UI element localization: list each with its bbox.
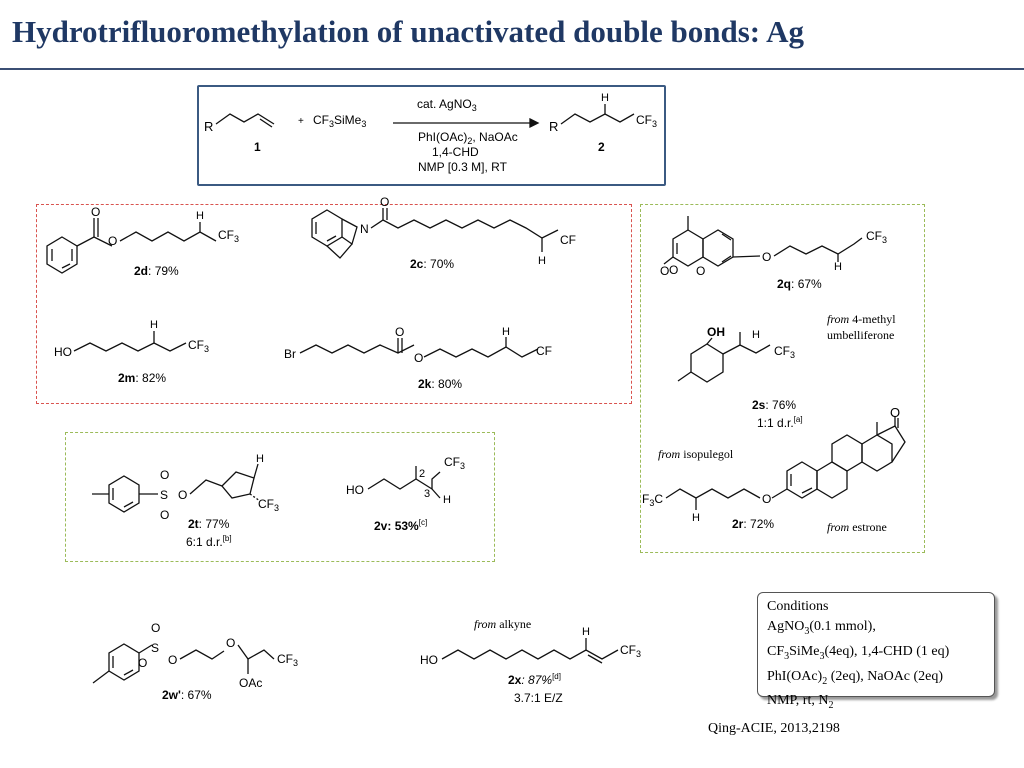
source-umbelliferone-line2: umbelliferone	[827, 328, 895, 342]
2t-o-top: O	[160, 468, 170, 482]
2d-o-label: O	[91, 205, 101, 219]
2k-caption: 2k: 80%	[418, 377, 463, 391]
2r-ketone-o: O	[890, 405, 901, 420]
source-alkyne-name: alkyne	[499, 617, 532, 631]
2w-o-ether: O	[226, 636, 236, 650]
product-cf3-label: $CF_3$	[636, 113, 658, 129]
scheme-solvent-label: NMP [0.3 M], RT	[418, 160, 507, 174]
2s-dr: 1:1 d.r.[a]	[757, 415, 803, 430]
scheme-catalyst-label: cat. AgNO$_3$	[417, 97, 477, 113]
2t-o-ester: O	[178, 488, 188, 502]
2q-h-label: H	[834, 261, 842, 273]
2s-cf3-label: $CF_3$	[774, 344, 796, 360]
2v-c3-label: 3	[424, 488, 431, 500]
2k-cf-label: CF	[536, 344, 552, 358]
2r-ether-o: O	[762, 492, 772, 506]
product-number: 2	[598, 140, 605, 154]
2k-h-label: H	[502, 326, 510, 338]
structure-2c	[312, 195, 576, 271]
2t-o-bottom: O	[160, 508, 170, 522]
structure-2v	[346, 455, 465, 533]
2t-cf3-label: $CF_3$	[258, 497, 280, 513]
2q-ring-o2-label: O	[696, 264, 706, 278]
2v-ho-label: HO	[346, 483, 364, 497]
2w-s-label: S	[151, 641, 160, 655]
structure-2d	[47, 205, 239, 278]
conditions-heading: Conditions	[767, 599, 829, 614]
structure-2w	[93, 621, 298, 702]
source-estrone	[827, 519, 887, 535]
conditions-line-3: $PhI(OAc)_2$ (2eq), NaOAc (2eq)	[767, 668, 944, 687]
2s-caption: 2s: 76%	[752, 398, 797, 412]
2w-cf3-label: $CF_3$	[277, 652, 299, 668]
structure-2x	[420, 626, 641, 705]
2x-caption: 2x: 87%[d]	[508, 672, 561, 687]
from-word: from	[827, 312, 850, 326]
scheme-substrate	[204, 114, 274, 154]
slide-title: Hydrotrifluoromethylation of unactivated double bonds: Ag	[12, 14, 805, 49]
2x-cf3-label: $CF_3$	[620, 643, 642, 659]
2r-caption: 2r: 72%	[732, 517, 775, 531]
2w-oac-label: OAc	[239, 676, 263, 690]
2r-h-label: H	[692, 512, 700, 524]
2q-cf3-label: $CF_3$	[866, 229, 888, 245]
2t-s-label: S	[160, 488, 169, 502]
2d-cf3-label: $CF_3$	[218, 228, 240, 244]
2d-h-label: H	[196, 210, 204, 222]
2x-ez-ratio: 3.7:1 E/Z	[514, 691, 563, 705]
2q-ring-o-label: O	[669, 263, 679, 277]
2d-caption: 2d: 79%	[134, 264, 179, 278]
2m-caption: 2m: 82%	[118, 371, 167, 385]
conditions-line-4: NMP, rt, $N_2$	[767, 693, 834, 712]
2w-o-top: O	[151, 621, 161, 635]
2c-cf-label: CF	[560, 233, 576, 247]
structure-2q	[660, 216, 887, 291]
substrate-number: 1	[254, 140, 261, 154]
2w-caption: 2w': 67%	[162, 688, 212, 702]
scheme-product	[549, 92, 657, 154]
2v-cf3-label: $CF_3$	[444, 455, 466, 471]
2v-caption: 2v: 53%[c]	[374, 518, 428, 533]
2k-o-ester: O	[414, 351, 424, 365]
scheme-hdonor-label: 1,4-CHD	[432, 145, 479, 159]
plus-sign: +	[298, 116, 304, 127]
2v-c2-label: 2	[419, 468, 426, 480]
structure-2m	[54, 319, 209, 385]
2x-ho-label: HO	[420, 653, 438, 667]
2c-caption: 2c: 70%	[410, 257, 455, 271]
2q-ether-o: O	[762, 250, 772, 264]
from-word: from	[474, 617, 497, 631]
structure-2t	[92, 453, 279, 549]
from-word: from	[658, 447, 681, 461]
2t-dr: 6:1 d.r.[b]	[186, 534, 232, 549]
2c-n-label: N	[360, 222, 369, 236]
conditions-box	[757, 592, 995, 712]
2m-h-label: H	[150, 319, 158, 331]
citation: Qing-ACIE, 2013,2198	[708, 721, 840, 736]
r-group-label: R	[204, 119, 214, 134]
2d-o-ester: O	[108, 234, 118, 248]
2t-h-label: H	[256, 453, 264, 465]
product-r-group: R	[549, 119, 559, 134]
structure-2k	[284, 325, 552, 391]
2m-ho-label: HO	[54, 345, 72, 359]
from-word: from	[827, 520, 850, 534]
2x-h-label: H	[582, 626, 590, 638]
2q-carbonyl-o: O	[660, 264, 670, 278]
2s-oh-label: OH	[707, 325, 725, 339]
source-umbelliferone-line1: 4-methyl	[852, 312, 896, 326]
2v-h-label: H	[443, 494, 451, 506]
scheme-oxidant-label: $PhI(OAc)_2$, NaOAc	[418, 130, 518, 146]
source-isopulegol-name: isopulegol	[683, 447, 734, 461]
2m-cf3-label: $CF_3$	[188, 338, 210, 354]
2c-o-label: O	[380, 195, 390, 209]
2w-o-ester: O	[168, 653, 178, 667]
2r-cf3-label: $F_3C$	[642, 492, 664, 508]
conditions-line-1: AgNO$_3$(0.1 mmol),	[767, 619, 876, 637]
scheme-reagent-cf3sime3: $CF_3SiMe_3$	[313, 113, 367, 129]
2c-h-label: H	[538, 255, 546, 267]
product-h-label: H	[601, 92, 609, 104]
2s-h-label: H	[752, 329, 760, 341]
conditions-line-2: $CF_3SiMe_3(4eq)$, 1,4-CHD (1 eq)	[767, 643, 950, 662]
2k-o-label: O	[395, 325, 405, 339]
2w-o-side: O	[138, 656, 148, 670]
source-umbelliferone	[827, 311, 896, 343]
2t-caption: 2t: 77%	[188, 517, 230, 531]
2k-br-label: Br	[284, 347, 296, 361]
structure-2s	[678, 325, 803, 430]
source-estrone-name: estrone	[852, 520, 887, 534]
source-alkyne	[474, 616, 531, 632]
2q-caption: 2q: 67%	[777, 277, 822, 291]
reaction-arrow	[393, 119, 538, 127]
source-isopulegol	[658, 446, 733, 462]
